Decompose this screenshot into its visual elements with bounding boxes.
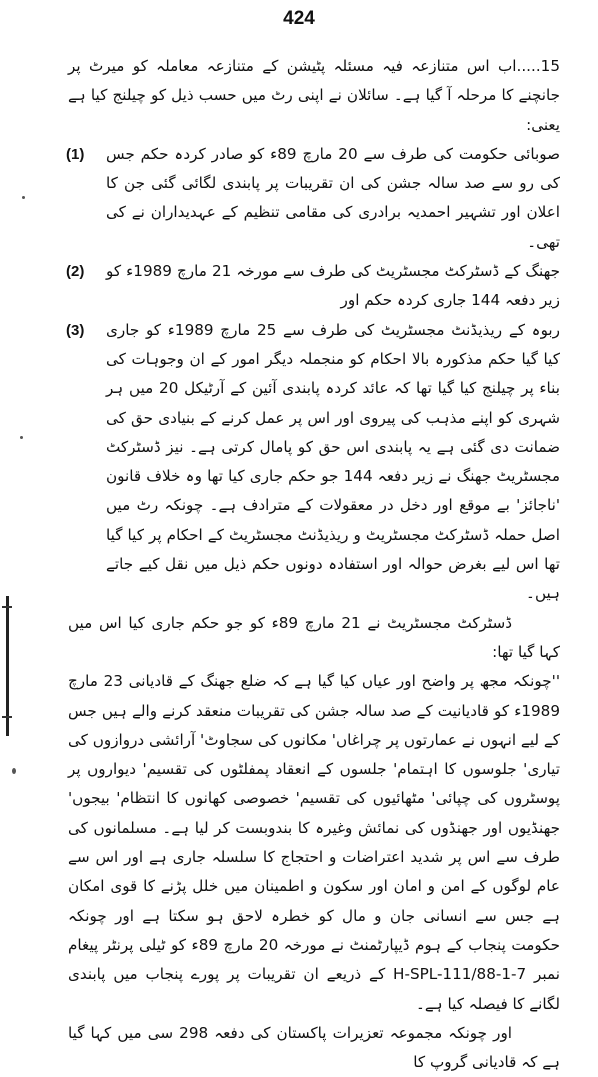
- list-item-1: [68, 140, 560, 257]
- item-number: (1): [66, 145, 85, 163]
- list-item-3: [68, 316, 560, 609]
- final-paragraph: اور چونکہ مجموعہ تعزیرات پاکستان کی دفعہ 298 سی میں کہا گیا ہے کہ قادیانی گروپ کا: [68, 1023, 560, 1072]
- margin-binding-mark: [2, 596, 14, 736]
- item-text: ربوہ کے ریذیڈنٹ مجسٹریٹ کی طرف سے 25 مارچ 1989ء کو جاری کیا گیا حکم مذکورہ بالا احکام کو منجملہ دیگر امور کے ان وجوہات کی بناء پر چیلنج کیا گیا تھا کہ عائد کردہ پابندی آئین کے آرٹیکل 20 میں ہر شہری کو اپنے مذہب کی پیروی اور اس پر عمل کرنے کے بنیادی حق کی ضمانت دی گئی ہے یہ پابندی اس حق کو پامال کرتی ہے۔ نیز ڈسٹرکٹ مجسٹریٹ جھنگ نے زیر دفعہ 144 جو حکم جاری کیا تھا وہ خلاف قانون 'ناجائز' بے موقع اور دخل در معقولات کے مترادف ہے۔ چونکہ رٹ میں اصل حملہ ڈسٹرکٹ مجسٹریٹ و ریذیڈنٹ مجسٹریٹ کے احکام پر کیا گیا تھا اس لیے بغرض حوالہ اور استفادہ دونوں حکم ذیل میں نقل کیے جاتے ہیں۔: [106, 320, 560, 603]
- paragraph-15: 15.....اب اس متنازعہ فیہ مسئلہ پٹیشن کے متنازعہ معاملہ کو میرٹ پر جانچنے کا مرحلہ آ گیا ہے۔ سائلان نے اپنی رٹ میں حسب ذیل کو چیلنج کیا ہے یعنی:: [68, 57, 560, 134]
- item-text: جھنگ کے ڈسٹرکٹ مجسٹریٹ کی طرف سے مورخہ 21 مارچ 1989ء کو زیر دفعہ 144 جاری کردہ حکم اور: [106, 262, 560, 310]
- item-number: (3): [66, 321, 85, 339]
- item-text: صوبائی حکومت کی طرف سے 20 مارچ 89ء کو صادر کردہ حکم جس کی رو سے صد سالہ جشن کی ان تقریبات پر پابندی لگائی گئی جن کا اعلان اور تشہیر احمدیہ برادری کی مقامی تنظیم کے عہدیداران نے کی تھی۔: [106, 144, 560, 251]
- district-magistrate-intro: ڈسٹرکٹ مجسٹریٹ نے 21 مارچ 89ء کو جو حکم جاری کیا اس میں کہا گیا تھا:: [68, 613, 560, 661]
- scan-speck: [12, 768, 16, 774]
- scan-speck: [22, 196, 25, 199]
- scan-speck: [20, 436, 23, 439]
- document-body: [68, 52, 560, 1077]
- item-number: (2): [66, 263, 85, 281]
- list-item-2: [68, 257, 560, 316]
- quoted-order: ''چونکہ مجھ پر واضح اور عیاں کیا گیا ہے کہ ضلع جھنگ کے قادیانی 23 مارچ 1989ء کو قادیانیت کے صد سالہ جشن کی تقریبات منعقد کرنے والے ہیں جس کے لیے انہوں نے عمارتوں پر چراغاں' مکانوں کی سجاوٹ' آرائشی دروازوں کی تیاری' جلوسوں کا اہتمام' جلسوں کے انعقاد پمفلٹوں کی تقسیم' دیواروں پر پوسٹروں کی چپائی' مٹھائیوں کی تقسیم' خصوصی کھانوں کا انتظام' بیجوں' جھنڈیوں اور جھنڈوں کی نمائش وغیرہ کا بندوبست کر لیا ہے۔ مسلمانوں کی طرف سے اس پر شدید اعتراضات و احتجاج کا سلسلہ جاری ہے اور اس سے عام لوگوں کے امن و امان اور سکون و اطمینان میں خلل پڑنے کا قوی امکان ہے جس سے انسانی جان و مال کو خطرہ لاحق ہو سکتا ہے اور چونکہ حکومت پنجاب کے ہوم ڈیپارٹمنٹ نے مورخہ 20 مارچ 89ء کو ٹیلی پرنٹر پیغام نمبر 7-1-H-SPL-111/88 کے ذریعے ان تقریبات پر پورے پنجاب میں پابندی لگانے کا فیصلہ کیا ہے۔: [68, 672, 560, 1013]
- page-number: 424: [283, 8, 315, 29]
